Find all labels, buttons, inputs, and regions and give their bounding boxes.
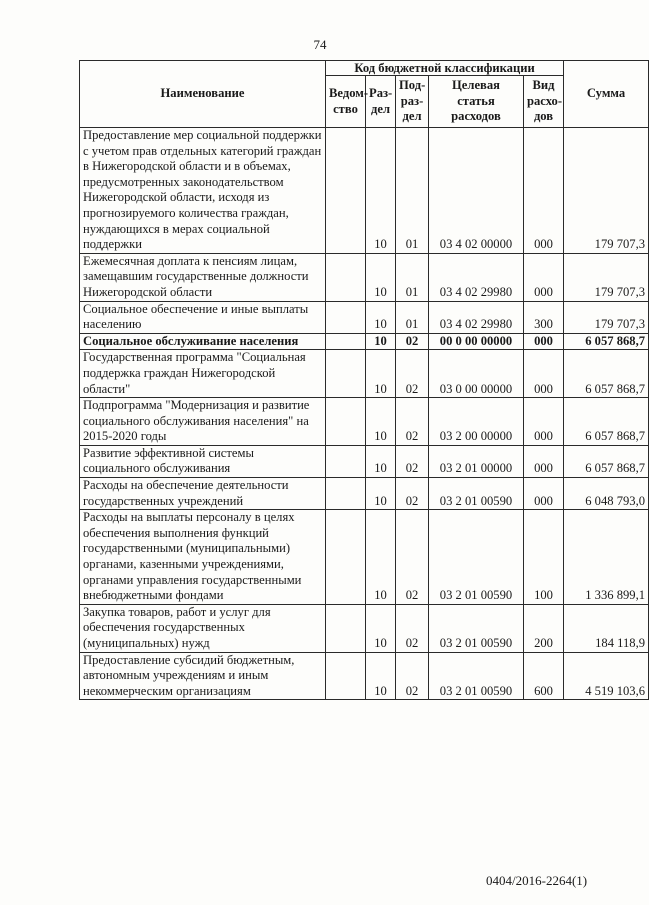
row-dept — [326, 445, 366, 477]
row-type: 600 — [524, 652, 564, 700]
row-dept — [326, 253, 366, 301]
row-dept — [326, 128, 366, 254]
row-name: Ежемесячная доплата к пенсиям лицам, замещавшим государственные должности Нижегородской области — [80, 253, 326, 301]
document-reference: 0404/2016-2264(1) — [486, 873, 588, 888]
row-sum: 4 519 103,6 — [564, 652, 649, 700]
row-type: 000 — [524, 398, 564, 446]
row-dept — [326, 604, 366, 652]
row-target: 03 2 01 00590 — [429, 604, 524, 652]
table-row — [80, 333, 649, 350]
row-name: Предоставление мер социальной поддержки с учетом прав отдельных категорий граждан в Нижегородской области и в объемах, предусмотренных законодательством Нижегородской области, исходя из прогнозируемого количества граждан, нуждающихся в мерах социальной поддержки — [80, 128, 326, 254]
row-sum: 184 118,9 — [564, 604, 649, 652]
table-row — [80, 253, 649, 301]
row-type: 000 — [524, 253, 564, 301]
row-section: 10 — [366, 510, 396, 605]
row-dept — [326, 652, 366, 700]
row-sum: 6 057 868,7 — [564, 445, 649, 477]
row-target: 03 2 00 00000 — [429, 398, 524, 446]
row-type: 000 — [524, 128, 564, 254]
row-section: 10 — [366, 652, 396, 700]
row-dept — [326, 478, 366, 510]
row-subsection: 01 — [396, 301, 429, 333]
row-section: 10 — [366, 253, 396, 301]
table-row — [80, 510, 649, 605]
row-name: Расходы на обеспечение деятельности государственных учреждений — [80, 478, 326, 510]
row-section: 10 — [366, 398, 396, 446]
row-sum: 179 707,3 — [564, 301, 649, 333]
row-target: 03 4 02 29980 — [429, 253, 524, 301]
row-section: 10 — [366, 478, 396, 510]
row-subsection: 02 — [396, 652, 429, 700]
row-dept — [326, 333, 366, 350]
row-dept — [326, 350, 366, 398]
row-type: 300 — [524, 301, 564, 333]
row-section: 10 — [366, 301, 396, 333]
row-sum: 6 048 793,0 — [564, 478, 649, 510]
row-subsection: 02 — [396, 604, 429, 652]
row-target: 03 4 02 29980 — [429, 301, 524, 333]
header-sum: Сумма — [564, 61, 649, 128]
table-row — [80, 301, 649, 333]
row-sum: 6 057 868,7 — [564, 350, 649, 398]
table-row — [80, 128, 649, 254]
row-section: 10 — [366, 128, 396, 254]
row-sum: 179 707,3 — [564, 253, 649, 301]
row-subsection: 02 — [396, 350, 429, 398]
row-subsection: 01 — [396, 128, 429, 254]
row-dept — [326, 398, 366, 446]
row-subsection: 01 — [396, 253, 429, 301]
row-sum: 179 707,3 — [564, 128, 649, 254]
row-subsection: 02 — [396, 478, 429, 510]
row-subsection: 02 — [396, 398, 429, 446]
row-target: 03 2 01 00590 — [429, 478, 524, 510]
row-target: 03 2 01 00590 — [429, 652, 524, 700]
row-target: 03 2 01 00000 — [429, 445, 524, 477]
row-subsection: 02 — [396, 333, 429, 350]
row-subsection: 02 — [396, 510, 429, 605]
row-subsection: 02 — [396, 445, 429, 477]
header-target: Целевая статья расходов — [429, 76, 524, 128]
row-section: 10 — [366, 445, 396, 477]
row-dept — [326, 301, 366, 333]
table-body — [80, 128, 649, 700]
row-sum: 6 057 868,7 — [564, 333, 649, 350]
row-name: Социальное обеспечение и иные выплаты населению — [80, 301, 326, 333]
row-name: Предоставление субсидий бюджетным, автономным учреждениям и иным некоммерческим организациям — [80, 652, 326, 700]
header-name: Наименование — [80, 61, 326, 128]
table-row — [80, 652, 649, 700]
row-dept — [326, 510, 366, 605]
row-section: 10 — [366, 604, 396, 652]
table-row — [80, 445, 649, 477]
row-name: Подпрограмма "Модернизация и развитие социального обслуживания населения" на 2015-2020 годы — [80, 398, 326, 446]
row-type: 000 — [524, 333, 564, 350]
table-row — [80, 604, 649, 652]
row-name: Расходы на выплаты персоналу в целях обеспечения выполнения функций государственными (муниципальными) органами, казенными учреждениями, органами управления государственными внебюджетными фондами — [80, 510, 326, 605]
row-section: 10 — [366, 333, 396, 350]
header-budget-code: Код бюджетной классификации — [326, 61, 564, 76]
row-type: 000 — [524, 350, 564, 398]
row-name: Закупка товаров, работ и услуг для обеспечения государственных (муниципальных) нужд — [80, 604, 326, 652]
row-sum: 6 057 868,7 — [564, 398, 649, 446]
row-sum: 1 336 899,1 — [564, 510, 649, 605]
row-target: 03 2 01 00590 — [429, 510, 524, 605]
table-row — [80, 350, 649, 398]
row-type: 000 — [524, 478, 564, 510]
budget-table — [79, 60, 649, 700]
row-target: 03 4 02 00000 — [429, 128, 524, 254]
row-name: Развитие эффективной системы социального обслуживания — [80, 445, 326, 477]
header-section: Раз-дел — [366, 76, 396, 128]
row-target: 00 0 00 00000 — [429, 333, 524, 350]
header-type: Вид расхо-дов — [524, 76, 564, 128]
table-row — [80, 478, 649, 510]
row-type: 100 — [524, 510, 564, 605]
row-name: Социальное обслуживание населения — [80, 333, 326, 350]
header-dept: Ведом-ство — [326, 76, 366, 128]
row-type: 200 — [524, 604, 564, 652]
row-name: Государственная программа "Социальная поддержка граждан Нижегородской области" — [80, 350, 326, 398]
row-section: 10 — [366, 350, 396, 398]
row-target: 03 0 00 00000 — [429, 350, 524, 398]
header-subsection: Под-раз-дел — [396, 76, 429, 128]
page-number: 74 — [313, 37, 327, 52]
table-row — [80, 398, 649, 446]
row-type: 000 — [524, 445, 564, 477]
